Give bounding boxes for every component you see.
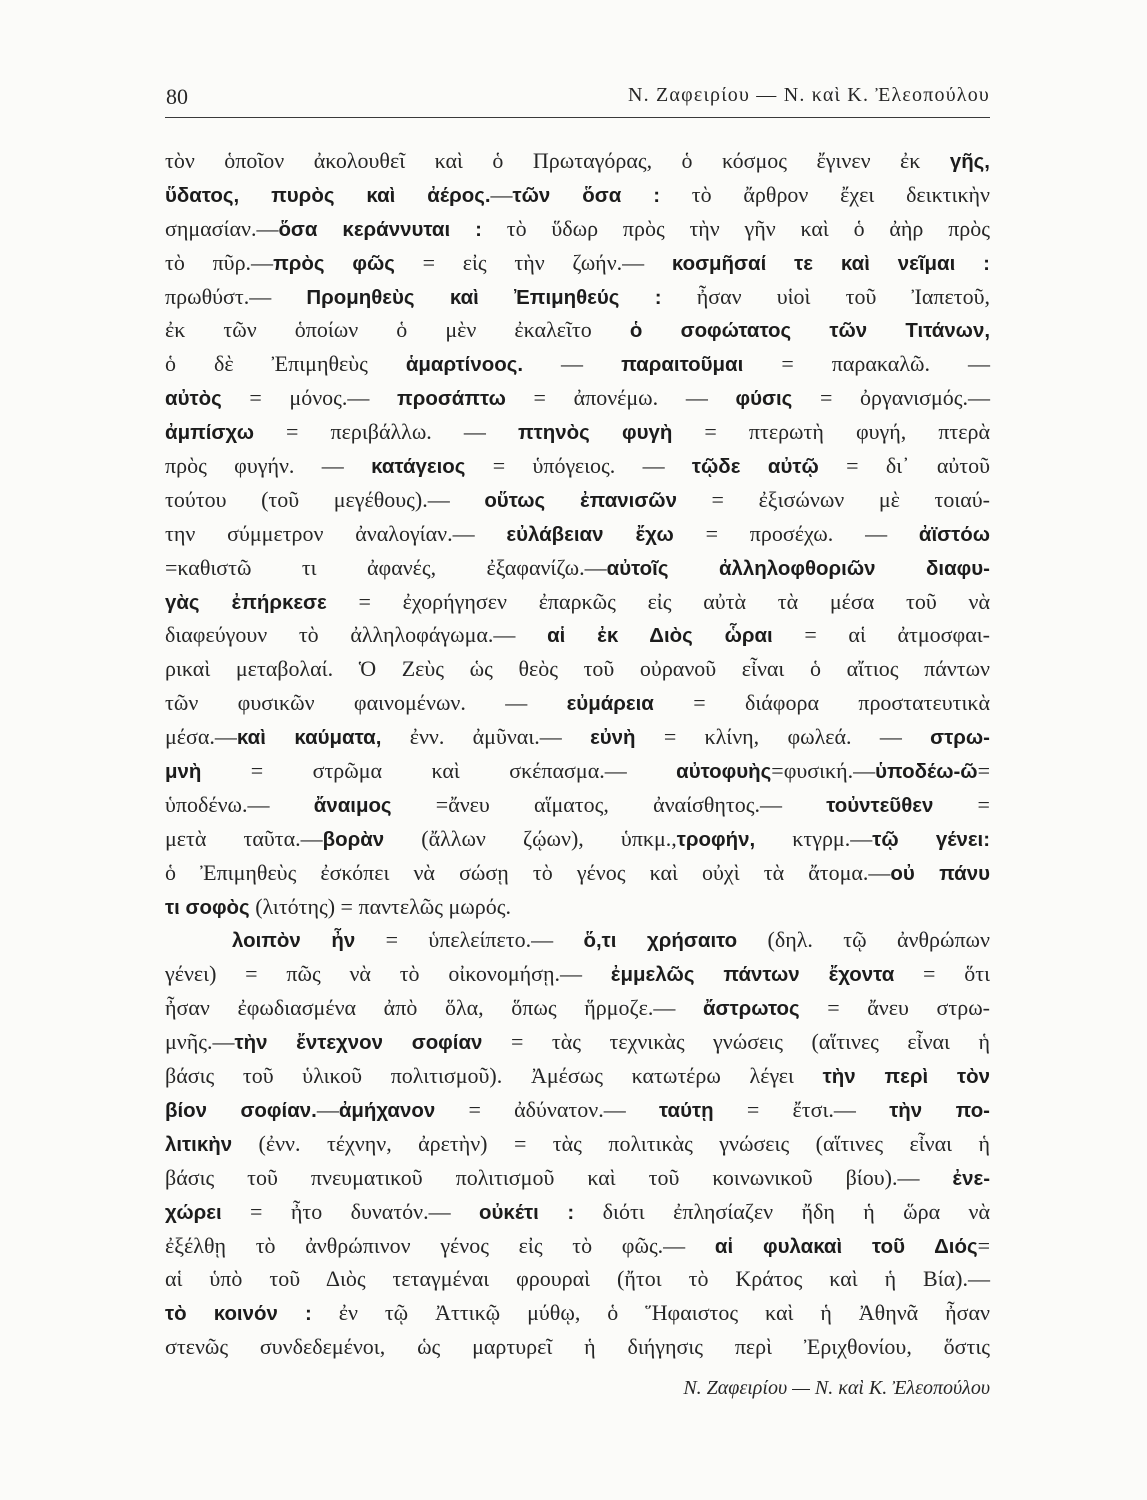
lemma-term: ὅ,τι χρήσαιτο [583, 929, 738, 953]
lemma-term: προσάπτω [397, 387, 506, 411]
gloss-text: ἐν τῷ Ἀττικῷ μύθῳ, ὁ Ἥφαιστος καὶ ἡ Ἀθηνᾶ ἦσαν [311, 1300, 990, 1326]
lemma-term: ἀμπίσχω [165, 421, 254, 445]
text-line [165, 822, 990, 856]
text-line [165, 957, 990, 991]
gloss-text: = πτερωτὴ φυγή, πτερὰ [672, 419, 991, 445]
lemma-term: τὴν ἔντεχνον σοφίαν [234, 1031, 483, 1055]
gloss-text: — [316, 1096, 339, 1122]
gloss-text: τὸ ὕδωρ πρὸς τὴν γῆν καὶ ὁ ἀὴρ πρὸς [481, 215, 991, 241]
gloss-text: = ἄνευ στρω- [799, 995, 991, 1021]
lemma-term: ἄστρωτος [702, 997, 800, 1021]
text-line [165, 585, 990, 619]
text-line [165, 246, 990, 280]
lemma-term: τῶν ὅσα : [512, 183, 661, 207]
gloss-text: = ἔτσι.— [713, 1096, 890, 1122]
gloss-text: γένει) = πῶς νὰ τὸ οἰκονομήσῃ.— [165, 961, 611, 987]
text-line [165, 1161, 990, 1195]
gloss-text: = ἀδύνατον.— [435, 1096, 659, 1122]
running-head: Ν. Ζαφειρίου — Ν. καὶ Κ. Ἐλεοπούλου [627, 84, 990, 106]
lemma-term: στρω- [930, 726, 990, 750]
lemma-term: εὐλάβειαν ἔχω [506, 522, 674, 546]
text-line [165, 652, 990, 686]
gloss-text: — [490, 181, 513, 207]
lemma-term: λοιπὸν ἦν [232, 929, 356, 953]
gloss-text: ἐξέλθῃ τὸ ἀνθρώπινον γένος εἰς τὸ φῶς.— [165, 1232, 715, 1258]
lemma-term: τὴν περὶ τὸν [822, 1065, 990, 1089]
lemma-term: εὐμάρεια [566, 692, 654, 716]
gloss-text: = περιβάλλω. — [253, 419, 518, 445]
paragraph [165, 144, 990, 923]
lemma-term: τὸ κοινόν : [165, 1302, 312, 1326]
gloss-text: = ἦτο δυνατόν.— [221, 1198, 480, 1224]
footer-signature: Ν. Ζαφειρίου — Ν. καὶ Κ. Ἐλεοπούλου [683, 1377, 990, 1399]
lemma-term: ἀμήχανον [338, 1098, 436, 1122]
paragraph [165, 923, 990, 1364]
text-line [165, 686, 990, 720]
gloss-text: = ὑπόγειος. — [465, 453, 692, 479]
text-line [165, 856, 990, 890]
gloss-text: (δηλ. τῷ ἀνθρώπων [737, 927, 990, 953]
gloss-text: μετὰ ταῦτα.— [165, 825, 323, 851]
text-line [165, 1195, 990, 1229]
gloss-text: =φυσική.— [771, 758, 876, 784]
gloss-text: πρὸς φυγήν. — [165, 453, 372, 479]
gloss-text: ὑποδένω.— [165, 791, 314, 817]
gloss-text: τὸν ὁποῖον ἀκολουθεῖ καὶ ὁ Πρωταγόρας, ὁ κόσμος ἔγινεν ἐκ [165, 148, 950, 173]
gloss-text: = αἱ ἀτμοσφαι- [772, 622, 990, 648]
lemma-term: εὐνὴ [590, 726, 636, 750]
text-line [165, 1093, 990, 1127]
lemma-term: φύσις [735, 387, 793, 411]
gloss-text: (ἄλλων ζῴων), ὑπκμ., [384, 825, 677, 851]
text-line [165, 551, 990, 585]
text-line [165, 923, 990, 957]
gloss-text: διότι ἐπλησίαζεν ἤδη ἡ ὥρα νὰ [574, 1198, 991, 1224]
text-line [165, 313, 990, 347]
gloss-text: βάσις τοῦ πνευματικοῦ πολιτισμοῦ καὶ τοῦ κοινωνικοῦ βίου).— [165, 1164, 953, 1190]
gloss-text: = στρῶμα καὶ σκέπασμα.— [201, 758, 677, 784]
lemma-term: τὴν πο- [889, 1098, 990, 1122]
lemma-term: πρὸς φῶς [273, 251, 395, 275]
lemma-term: ἐμμελῶς πάντων ἔχοντα [610, 963, 895, 987]
text-line [165, 280, 990, 314]
text-line [165, 618, 990, 652]
gloss-text: ἦσαν υἱοὶ τοῦ Ἰαπετοῦ, [661, 283, 990, 309]
lemma-term: ταύτῃ [658, 1098, 714, 1122]
header-rule [165, 117, 990, 118]
lemma-term: ὕδατος, πυρὸς καὶ ἀέρος. [165, 183, 491, 207]
gloss-text: πρωθύστ.— [165, 283, 307, 309]
lemma-term: βίον σοφίαν. [165, 1098, 317, 1122]
lemma-term: γὰς ἐπήρκεσε [165, 590, 327, 614]
text-line [165, 517, 990, 551]
lemma-term: τροφήν, [676, 827, 756, 851]
text-line [165, 178, 990, 212]
gloss-text: = ὀργανισμός.— [792, 385, 990, 411]
body-text [165, 144, 990, 1364]
lemma-term: τι σοφὸς [165, 895, 250, 919]
text-line [165, 720, 990, 754]
lemma-term: τῷδε αὐτῷ [691, 455, 819, 479]
lemma-term: αἱ φυλακαὶ τοῦ Διός [714, 1234, 978, 1258]
lemma-term: ἄναιμος [313, 793, 392, 817]
text-line [165, 754, 990, 788]
lemma-term: οὕτως ἐπανισῶν [484, 488, 677, 512]
lemma-term: Προμηθεὺς καὶ Ἐπιμηθεύς : [306, 285, 662, 309]
gloss-text: = [977, 758, 990, 784]
lemma-term: ὑποδέω-ῶ [875, 760, 978, 784]
text-line [165, 449, 990, 483]
gloss-text: = κλίνη, φωλεά. — [635, 724, 931, 750]
lemma-term: κατάγειος [371, 455, 466, 479]
gloss-text: = διάφορα προστατευτικὰ [653, 690, 990, 716]
gloss-text: =ἄνευ αἵματος, ἀναίσθητος.— [391, 791, 827, 817]
gloss-text: (λιτότης) = παντελῶς μωρός. [249, 893, 511, 919]
gloss-text: διαφεύγουν τὸ ἀλληλοφάγωμα.— [165, 622, 548, 648]
gloss-text: μέσα.— [165, 724, 237, 750]
text-line [165, 1127, 990, 1161]
gloss-text: = εἰς τὴν ζωήν.— [394, 249, 672, 275]
gloss-text: = [977, 1232, 990, 1258]
text-line [165, 1330, 990, 1364]
lemma-term: καὶ καύματα, [236, 726, 382, 750]
text-line [165, 991, 990, 1025]
text-line [165, 1059, 990, 1093]
gloss-text: = μόνος.— [221, 385, 398, 411]
text-line [165, 1262, 990, 1296]
gloss-text: = προσέχω. — [673, 520, 919, 546]
text-line [165, 788, 990, 822]
gloss-text: =καθιστῶ τι ἀφανές, ἐξαφανίζω.— [165, 554, 607, 580]
gloss-text: ἦσαν ἐφωδιασμένα ἀπὸ ὅλα, ὅπως ἥρμοζε.— [165, 995, 703, 1021]
gloss-text: = ὅτι [894, 961, 991, 987]
gloss-text: = ἀπονέμω. — [505, 385, 736, 411]
gloss-text: = δι᾽ αὐτοῦ [818, 453, 991, 479]
lemma-term: μνὴ [165, 760, 202, 784]
lemma-term: γῆς, [949, 150, 990, 173]
gloss-text: βάσις τοῦ ὑλικοῦ πολιτισμοῦ). Ἀμέσως κατωτέρω λέγει [165, 1063, 823, 1089]
lemma-term: ἐνε- [952, 1166, 990, 1190]
gloss-text: — [523, 351, 622, 377]
lemma-term: οὐ πάνυ [890, 861, 990, 885]
gloss-text: = ἐξισώνων μὲ τοιαύ- [676, 486, 990, 512]
lemma-term: παραιτοῦμαι [621, 353, 744, 377]
gloss-text: μνῆς.— [165, 1029, 235, 1055]
lemma-term: τῷ γένει: [872, 827, 991, 851]
lemma-term: ἀϊστόω [918, 522, 990, 546]
gloss-text: ὁ δὲ Ἐπιμηθεὺς [165, 351, 406, 377]
lemma-term: λιτικὴν [165, 1132, 233, 1156]
gloss-text: = ὑπελείπετο.— [355, 927, 584, 953]
text-line [165, 347, 990, 381]
gloss-text: ἐνν. ἀμῦναι.— [381, 724, 591, 750]
gloss-text: τὸ ἄρθρον ἔχει δεικτικὴν [660, 181, 990, 207]
lemma-term: αἱ ἐκ Διὸς ὧραι [547, 624, 773, 648]
gloss-text: ὁ Ἐπιμηθεὺς ἐσκόπει νὰ σώσῃ τὸ γένος καὶ οὐχὶ τὰ ἄτομα.— [165, 859, 891, 885]
lemma-term: ἁμαρτίνοος. [405, 353, 524, 377]
lemma-term: βορὰν [322, 827, 385, 851]
lemma-term: ὁ σοφώτατος τῶν Τιτάνων, [629, 319, 990, 343]
lemma-term: χώρει [165, 1200, 222, 1224]
text-line [165, 381, 990, 415]
lemma-term: τοὐντεῦθεν [826, 793, 934, 817]
text-line [165, 1025, 990, 1059]
gloss-text: ἐκ τῶν ὁποίων ὁ μὲν ἐκαλεῖτο [165, 317, 630, 343]
lemma-term: κοσμῆσαί τε καὶ νεῖμαι : [671, 251, 990, 275]
lemma-term: ὅσα κεράννυται : [278, 217, 482, 241]
gloss-text: αἱ ὑπὸ τοῦ Διὸς τεταγμέναι φρουραὶ (ἤτοι τὸ Κράτος καὶ ἡ Βία).— [165, 1266, 990, 1292]
text-line [165, 415, 990, 449]
lemma-term: αὐτὸς [165, 387, 222, 411]
gloss-text: σημασίαν.— [165, 215, 279, 241]
gloss-text: ρικαὶ μεταβολαί. Ὁ Ζεὺς ὡς θεὸς τοῦ οὐρανοῦ εἶναι ὁ αἴτιος πάντων [165, 656, 990, 682]
gloss-text: κτγρμ.— [755, 825, 873, 851]
text-line [165, 1296, 990, 1330]
gloss-text: = παρακαλῶ. — [743, 351, 990, 377]
lemma-term: πτηνὸς φυγὴ [517, 421, 673, 445]
text-line [165, 212, 990, 246]
gloss-text: τούτου (τοῦ μεγέθους).— [165, 486, 485, 512]
gloss-text: στενῶς συνδεδεμένοι, ὡς μαρτυρεῖ ἡ διήγησις περὶ Ἐριχθονίου, ὅστις [165, 1334, 990, 1360]
gloss-text: τὸ πῦρ.— [165, 249, 274, 275]
text-line [165, 483, 990, 517]
gloss-text: = τὰς τεχνικὰς γνώσεις (αἵτινες εἶναι ἡ [482, 1029, 990, 1055]
gloss-text: = ἐχορήγησεν ἐπαρκῶς εἰς αὐτὰ τὰ μέσα τοῦ νὰ [326, 588, 990, 614]
lemma-term: οὐκέτι : [479, 1200, 575, 1224]
text-line [165, 890, 990, 924]
gloss-text: τῶν φυσικῶν φαινομένων. — [165, 690, 567, 716]
lemma-term: αὐτοφυὴς [676, 760, 772, 784]
lemma-term: αὐτοῖς ἀλληλοφθοριῶν διαφυ- [606, 556, 990, 580]
page-number: 80 [166, 84, 188, 109]
gloss-text: την σύμμετρον ἀναλογίαν.— [165, 520, 507, 546]
gloss-text: (ἐνν. τέχνην, ἀρετὴν) = τὰς πολιτικὰς γνώσεις (αἵτινες εἶναι ἡ [232, 1130, 990, 1156]
text-line [165, 144, 990, 178]
text-line [165, 1229, 990, 1263]
gloss-text: = [933, 791, 990, 817]
